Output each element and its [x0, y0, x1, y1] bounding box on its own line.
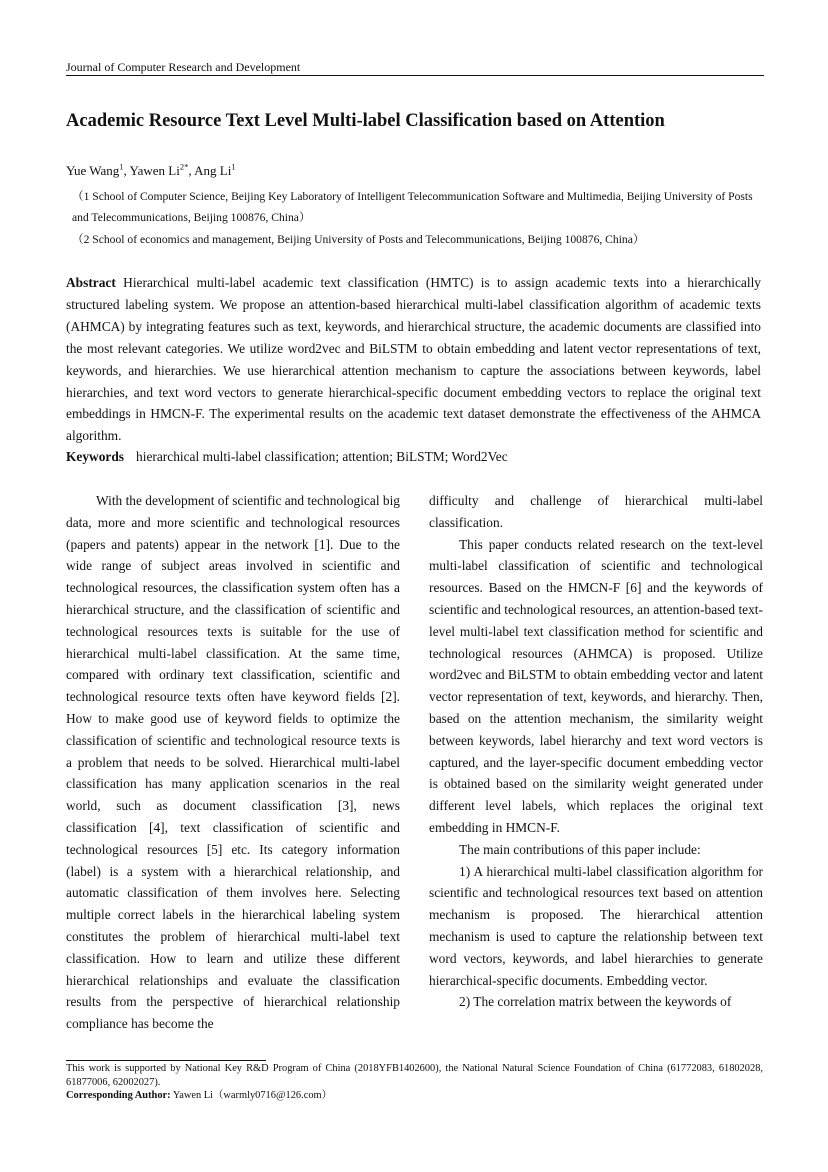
affiliation-1: （1 School of Computer Science, Beijing Key Laboratory of Intelligent Telecommunication Software and Multimedia, Beijing University of Posts and Telecommunications, Beijing 100876, China） [72, 190, 753, 224]
corresponding-author-label: Corresponding Author: [66, 1090, 171, 1101]
abstract-text: Hierarchical multi-label academic text classification (HMTC) is to assign academic texts into a hierarchically structured labeling system. We propose an attention-based hierarchical multi-label classification algorithm of academic texts (AHMCA) by integrating features such as text, keywords, and hierarchical structure, the academic documents are classified into the most relevant categories. We utilize word2vec and BiLSTM to obtain embedding and latent vector representations of text, keywords, and hierarchies. We use hierarchical attention mechanism to capture the associations between keywords, label hierarchies, and text word vectors to generate hierarchical-specific document embedding vectors to replace the original text embeddings in HMCN-F. The experimental results on the academic text dataset demonstrate the effectiveness of the AHMCA algorithm. [66, 275, 761, 444]
body-paragraph: 1) A hierarchical multi-label classification algorithm for scientific and technological resources text based on attention mechanism is proposed. The hierarchical attention mechanism is used to capture the relationship between text word vectors, keywords, and label hierarchies to generate hierarchical-specific documents. Embedding vector. [429, 863, 763, 988]
body-paragraph: difficulty and challenge of hierarchical multi-label classification. [429, 493, 763, 530]
paper-title: Academic Resource Text Level Multi-label Classification based on Attention [66, 111, 665, 131]
author-name: Yue Wang [66, 163, 120, 178]
keywords [66, 447, 761, 467]
author-affiliation-mark: 1 [231, 161, 236, 172]
body-paragraph: With the development of scientific and technological big data, more and more scientific and technological resources (papers and patents) appear in the network [1]. Due to the wide range of subject areas involved in scientific and technological resources, the classification system often has a hierarchical structure, and the classification of scientific and technological resources texts is suitable for the use of hierarchical multi-label classification. At the same time, compared with ordinary text classification, scientific and technological resource texts often have keyword fields [2]. How to make good use of keyword fields to optimize the classification of scientific and technological resource texts is a problem that needs to be solved. Hierarchical multi-label classification has many application scenarios in the real world, such as document classification [3], news classification [4], text classification of scientific and technological resources [5] etc. Its category information (label) is a system with a hierarchical relationship, and automatic classification of them involves here. Selecting multiple correct labels in the hierarchical labeling system constitutes the problem of hierarchical multi-label text classification. How to learn and utilize these different hierarchical relationships and evaluate the classification results from the perspective of hierarchical relationship compliance has become the [66, 493, 401, 1032]
author-affiliation-mark: 1 [119, 161, 124, 172]
author-name: Ang Li [194, 163, 232, 178]
abstract [66, 272, 761, 447]
author-affiliation-mark: 2* [179, 161, 189, 172]
corresponding-author [66, 1089, 332, 1103]
keywords-text: hierarchical multi-label classification; attention; BiLSTM; Word2Vec [136, 449, 508, 464]
body-paragraph: The main contributions of this paper include: [459, 841, 701, 857]
author-list [66, 162, 236, 180]
author-name: Yawen Li [129, 163, 180, 178]
body-paragraph: 2) The correlation matrix between the keywords of [459, 994, 732, 1010]
funding-footnote: This work is supported by National Key R&D Program of China (2018YFB1402600), the National Natural Science Foundation of China (61772083, 61802028, 61877006, 62002027). [66, 1063, 763, 1088]
corresponding-author-text: Yawen Li（warmly0716@126.com） [170, 1090, 332, 1101]
body-paragraph: This paper conducts related research on the text-level multi-label classification of scientific and technological resources. Based on the HMCN-F [6] and the keywords of scientific and technological resources, an attention-based text-level multi-label text classification method for scientific and technological resources (AHMCA) is proposed. Utilize word2vec and BiLSTM to obtain embedding vector and latent vector representation of text, keywords, and hierarchy. Then, based on the attention mechanism, the similarity weight between keywords, label hierarchy and text word vectors is captured, and the layer-specific document embedding vector is obtained based on the similarity weight generated under different level labels, which replaces the original text embedding in HMCN-F. [429, 536, 763, 835]
author-separator: , [123, 163, 130, 178]
affiliation-2: （2 School of economics and management, Beijing University of Posts and Telecommunications, Beijing 100876, China） [72, 233, 645, 246]
abstract-label: Abstract [66, 275, 116, 290]
author-separator: , [188, 163, 195, 178]
body-column-left [66, 490, 400, 1035]
header-rule [66, 75, 764, 76]
journal-name: Journal of Computer Research and Development [66, 60, 301, 74]
footnote-rule [66, 1060, 266, 1061]
body-column-right [429, 490, 763, 1013]
keywords-label: Keywords [66, 449, 125, 464]
